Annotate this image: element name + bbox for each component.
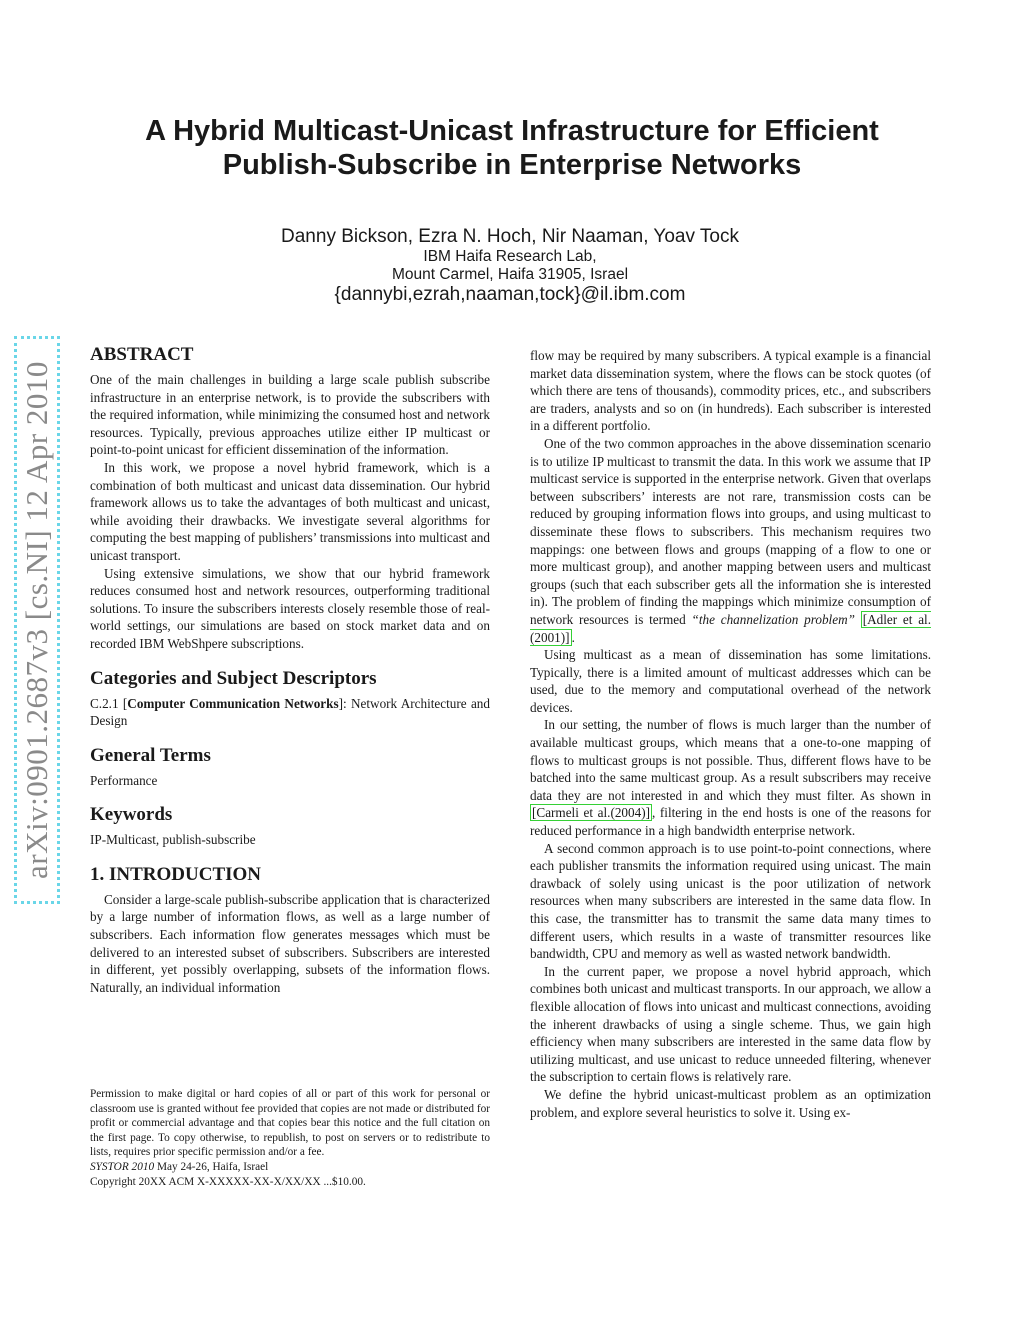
affiliation-line-1: IBM Haifa Research Lab,: [423, 248, 597, 265]
introduction-paragraph: flow may be required by many subscribers. A typical example is a financial market data dissemination system, where the flows can be stock quotes (of which there are tens of thousands), commodity prices, etc., and subscribers are traders, analysts and so on (in hundreds). Each subscriber is interested in a different portfolio.: [530, 348, 931, 434]
citation-link[interactable]: [Adler et al.(2001)]: [530, 611, 932, 645]
introduction-paragraph: A second common approach is to use point-to-point connections, where each publisher transmits the information required using unicast. The main drawback of solely using unicast is the poor utilization of network resources when many subscribers are interested in the same data flow. In this case, the transmitter has to transmit the same data many times to different users, which results in a waste of transmitter resources like bandwidth, CPU and memory as well as wasted network bandwidth.: [530, 840, 931, 962]
categories-heading: Categories and Subject Descriptors: [90, 667, 377, 689]
left-column: [90, 343, 490, 996]
permission-text: Permission to make digital or hard copies of all or part of this work for personal or classroom use is granted without fee provided that copies are not made or distributed for profit or commercial advantage and that copies bear this notice and the full citation on the first page. To copy otherwise, to republish, to post on servers or to redistribute to lists, requires prior specific permission and/or a fee.: [90, 1088, 490, 1159]
right-column: [530, 347, 931, 1121]
category-rest: ]: Network Architecture and Design: [90, 695, 490, 729]
introduction-paragraph: [530, 435, 931, 646]
general-terms-heading: General Terms: [90, 744, 211, 766]
title-line-1: A Hybrid Multicast-Unicast Infrastructure for Efficient: [145, 115, 879, 147]
abstract-paragraph: Using extensive simulations, we show that our hybrid framework reduces consumed host and network resources, outperforming traditional solutions. To insure the subscribers interests closely resemble those of real-world settings, our simulations are based on stock market data and on recorded IBM WebShpere subscriptions.: [90, 565, 490, 651]
venue-name: SYSTOR 2010: [90, 1160, 155, 1173]
arxiv-identifier: arXiv:0901.2687v3 [cs.NI] 12 Apr 2010: [19, 361, 54, 879]
arxiv-stamp: [14, 336, 60, 904]
author-emails: {dannybi,ezrah,naaman,tock}@il.ibm.com: [334, 284, 686, 305]
introduction-paragraph: Consider a large-scale publish-subscribe application that is characterized by a large number of information flows, as well as a large number of subscribers. Each information flow generates messages which must be delivered to an interested subset of subscribers. Subscribers are interested in different, yet possibly overlapping, subsets of the information flows. Naturally, an individual information: [90, 891, 490, 995]
introduction-paragraph: [530, 716, 931, 839]
introduction-paragraph: We define the hybrid unicast-multicast problem as an optimization problem, and explore several heuristics to solve it. Using ex-: [530, 1086, 931, 1120]
paragraph-end: .: [571, 629, 575, 645]
category-name: Computer Communication Networks: [127, 695, 339, 711]
paragraph-text: One of the two common approaches in the above dissemination scenario is to utilize IP multicast to transmit the data. In this work we assume that IP multicast service is supported in the enterprise network. Given that overlaps between subscribers’ interests are not rare, transmission costs can be reduced by grouping information flows into groups, and using multicast to disseminate these flows to subscribers. This mechanism requires two mappings: one between flows and groups (mapping of a flow to one or more multicast group), and another mapping between users and multicast groups (such that each subscriber gets all the information she is interested in). The problem of finding the mappings which minimize consumption of network resources is termed: [530, 435, 932, 627]
author-names: Danny Bickson, Ezra N. Hoch, Nir Naaman, Yoav Tock: [281, 226, 739, 247]
title-line-2: Publish-Subscribe in Enterprise Networks: [222, 149, 802, 181]
categories-text: [90, 695, 490, 730]
paragraph-text: In our setting, the number of flows is much larger than the number of available multicast groups, which means that a one-to-one mapping of flows to multicast groups is not possible. Thus, different flows have to be batched into the same multicast group. As a result subscribers may receive data they are not interested in and which they must filter. As shown in: [530, 717, 931, 803]
paper-title: [60, 114, 964, 182]
permission-footnote: [90, 1087, 490, 1189]
abstract-paragraph: One of the main challenges in building a large scale publish subscribe infrastructure in an enterprise network, is to provide the subscribers with the required information, while minimizing the consumed host and network resources. Typically, previous approaches utilize either IP multicast or point-to-point unicast for efficient dissemination of the information.: [90, 372, 490, 458]
paragraph-end: , filtering in the end hosts is one of the reasons for reduced performance in a high bandwidth enterprise network.: [530, 805, 931, 839]
abstract-paragraph: In this work, we propose a novel hybrid framework, which is a combination of both multicast and unicast data dissemination. Our hybrid framework allows us to take the advantages of both multicast and unicast, while avoiding their drawbacks. We investigate several algorithms for computing the best mapping of publishers’ transmissions into multicast and unicast transport.: [90, 459, 490, 563]
citation-link[interactable]: [Carmeli et al.(2004)]: [532, 805, 650, 821]
affiliation-line-2: Mount Carmel, Haifa 31905, Israel: [391, 266, 629, 283]
introduction-heading: 1. INTRODUCTION: [90, 863, 262, 885]
author-block: [260, 226, 760, 306]
abstract-heading: ABSTRACT: [90, 344, 194, 365]
category-code: C.2.1 [: [90, 695, 128, 711]
introduction-paragraph: In the current paper, we propose a novel hybrid approach, which combines both unicast and multicast transports. In our approach, we allow a flexible allocation of flows into unicast and multicast connections, avoiding the inherent drawbacks of using a single scheme. Thus, we gain high efficiency when many subscribers are interested in the same data flow by utilizing multicast, and use unicast to reduce unneeded filtering, whenever the subscription to certain flows is relatively rare.: [530, 963, 932, 1085]
general-terms-text: Performance: [90, 772, 158, 788]
venue-line: [90, 1160, 490, 1175]
keywords-text: IP-Multicast, publish-subscribe: [90, 832, 256, 848]
keywords-heading: Keywords: [90, 804, 173, 826]
venue-details: May 24-26, Haifa, Israel: [154, 1160, 269, 1173]
emphasized-term: “the channelization problem”: [691, 611, 855, 627]
copyright-line: Copyright 20XX ACM X-XXXXX-XX-X/XX/XX ...$10.00.: [90, 1175, 366, 1188]
introduction-paragraph: Using multicast as a mean of dissemination has some limitations. Typically, there is a limited amount of multicast addresses which can be used, due to the memory and computational overhead of the network devices.: [530, 647, 931, 715]
